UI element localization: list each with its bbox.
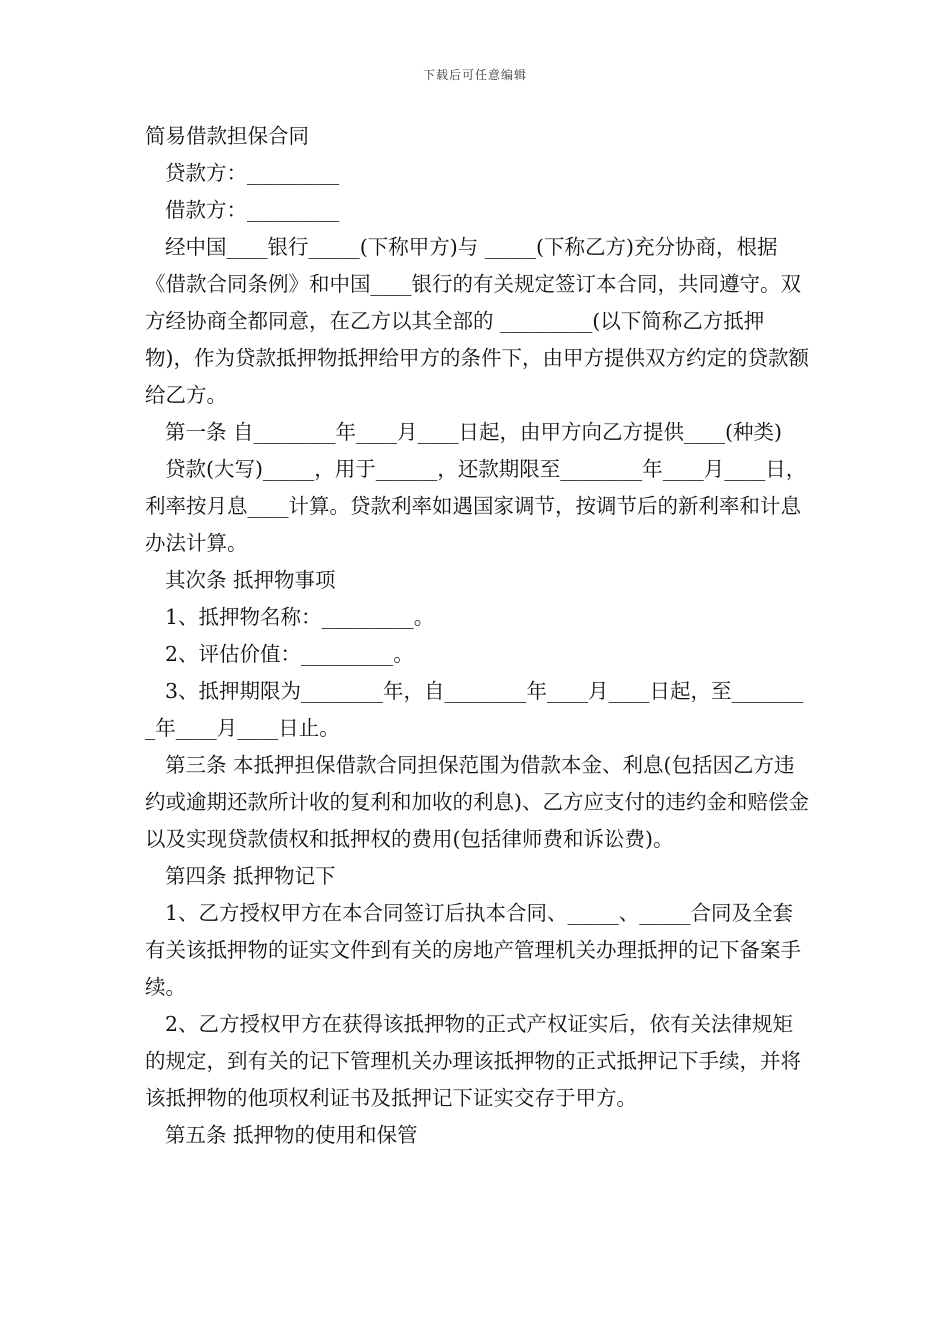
appraised-value-item: 2、评估价值：_________。: [165, 642, 414, 666]
collateral-name-item: 1、抵押物名称：_________。: [165, 605, 435, 629]
preamble-paragraph: 经中国____银行_____(下称甲方)与 _____(下称乙方)充分协商，根据《借款合同条例》和中国____银行的有关规定签订本合同，共同遵守。双方经协商全都同意，在乙方以其全部的 _________(以下简称乙方抵押物)，作为贷款抵押物抵押给甲方的条件下，由甲方提供双方约定的贷款额给乙方。: [145, 235, 809, 407]
article-4-heading: 第四条 抵押物记下: [165, 864, 336, 888]
page-header-note: 下载后可任意编辑: [422, 68, 527, 82]
mortgage-term-item: 3、抵押期限为________年，自________年____月____日起，至________年____月____日止。: [145, 679, 804, 740]
article-2-heading: 其次条 抵押物事项: [165, 568, 336, 592]
lender-line: 贷款方：_________: [165, 161, 340, 185]
loan-terms-paragraph: 贷款(大写)_____，用于______，还款期限至________年____月____日，利率按月息____计算。贷款利率如遇国家调节，按调节后的新利率和计息办法计算。: [145, 457, 807, 555]
registration-item-1: 1、乙方授权甲方在本合同签订后执本合同、_____、_____合同及全套有关该抵押物的证实文件到有关的房地产管理机关办理抵押的记下备案手续。: [145, 901, 801, 999]
article-3-paragraph: 第三条 本抵押担保借款合同担保范围为借款本金、利息(包括因乙方违约或逾期还款所计收的复利和加收的利息)、乙方应支付的违约金和赔偿金以及实现贷款债权和抵押权的费用(包括律师费和诉讼费)。: [145, 753, 809, 851]
contract-document: [145, 118, 810, 1154]
borrower-line: 借款方：_________: [165, 198, 340, 222]
article-1-paragraph: 第一条 自________年____月____日起，由甲方向乙方提供____(种类): [165, 420, 783, 444]
document-title: 简易借款担保合同: [145, 124, 309, 148]
registration-item-2: 2、乙方授权甲方在获得该抵押物的正式产权证实后，依有关法律规矩的规定，到有关的记下管理机关办理该抵押物的正式抵押记下手续，并将该抵押物的他项权利证书及抵押记下证实交存于甲方。: [145, 1012, 801, 1110]
article-5-heading: 第五条 抵押物的使用和保管: [165, 1123, 418, 1147]
